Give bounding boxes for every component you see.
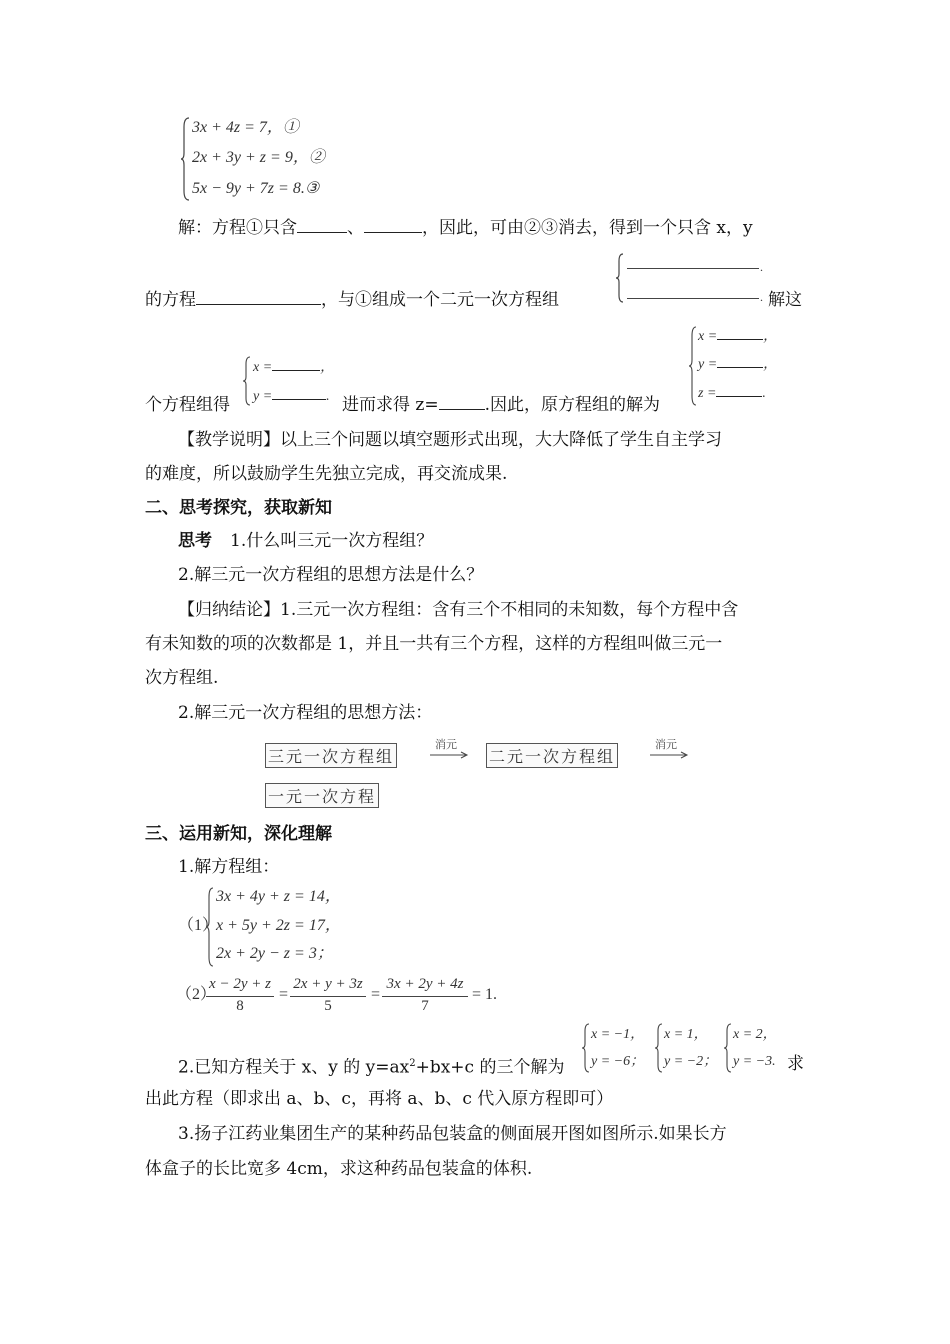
q1-1-eq3: 2x + 2y − z = 3；: [216, 945, 333, 962]
fraction-bar: [290, 996, 366, 997]
right-arrow-icon: [430, 751, 470, 759]
method-title: 2.解三元一次方程组的思想方法：: [178, 703, 433, 723]
left-brace: [688, 326, 698, 406]
blank[interactable]: [439, 409, 485, 410]
blank[interactable]: [716, 396, 762, 397]
blank[interactable]: [717, 339, 763, 340]
q2-sol1-y: y = −6；: [591, 1054, 645, 1069]
fraction-denominator: 7: [421, 998, 429, 1014]
fraction-numerator: 2x + y + 3z: [293, 976, 363, 992]
blank[interactable]: [196, 304, 321, 305]
blank[interactable]: [717, 367, 763, 368]
q2-sol2-y: y = −2；: [664, 1054, 718, 1069]
blank[interactable]: [627, 298, 759, 299]
left-brace: [655, 1023, 664, 1073]
punctuation: .: [760, 290, 763, 304]
fraction-bar: [382, 996, 468, 997]
flow-box-ternary: 三元一次方程组: [265, 743, 397, 768]
left-brace: [243, 356, 252, 406]
q2-line2: 出此方程（即求出 a、b、c，再将 a、b、c 代入原方程即可）: [145, 1089, 614, 1109]
equals-sign: =: [279, 986, 289, 1003]
solution-y: y = .: [253, 389, 330, 404]
fraction-numerator: x − 2y + z: [209, 976, 271, 992]
left-brace: [205, 887, 215, 967]
solution-line2: 的方程 ，与①组成一个二元一次方程组: [145, 290, 559, 310]
conclusion-line1: 【归纳结论】1.三元一次方程组：含有三个不相同的未知数，每个方程中含: [178, 600, 739, 620]
flow-arrow-label: 消元: [435, 738, 457, 751]
think-q2: 2.解三元一次方程组的思想方法是什么？: [178, 565, 484, 585]
q2-line1: 2.已知方程关于 x、y 的 $y=ax^2+bx+c$ 的三个解为: [178, 1057, 565, 1078]
solution-x: x = ，: [253, 360, 335, 375]
q1-1-eq1: 3x + 4y + z = 14，: [216, 888, 341, 905]
q2-sol3-y: y = −3.: [733, 1054, 776, 1069]
q1-1-label: （1）: [178, 917, 219, 934]
left-brace: [615, 253, 625, 303]
solution-line1: 解：方程①只含 、 ，因此，可由②③消去，得到一个只含 x，y: [178, 218, 753, 238]
section2-heading: 二、思考探究，获取新知: [145, 498, 332, 518]
q1-1-eq2: x + 5y + 2z = 17，: [216, 917, 341, 934]
blank[interactable]: [364, 232, 422, 233]
flow-arrow-label: 消元: [655, 738, 677, 751]
fraction-bar: [206, 996, 274, 997]
fraction-denominator: 5: [324, 998, 332, 1014]
system1-eq3: 5x − 9y + 7z = 8.③: [192, 180, 320, 197]
q3-line1: 3.扬子江药业集团生产的某种药品包装盒的侧面展开图如图所示.如果长方: [178, 1124, 727, 1144]
blank[interactable]: [297, 232, 347, 233]
fraction-numerator: 3x + 2y + 4z: [386, 976, 464, 992]
conclusion-line3: 次方程组.: [145, 668, 219, 688]
solution-z: z = .: [698, 386, 766, 401]
conclusion-line2: 有未知数的项的次数都是 1，并且一共有三个方程，这样的方程组叫做三元一: [145, 634, 723, 654]
q2-sol1-x: x = −1，: [591, 1027, 645, 1042]
left-brace: [582, 1023, 591, 1073]
punctuation: .: [760, 260, 763, 274]
blank[interactable]: [272, 370, 320, 371]
flow-box-single: 一元一次方程: [265, 783, 379, 808]
system1-eq2: 2x + 3y + z = 9，②: [192, 149, 325, 166]
q1-2-end: = 1.: [472, 986, 498, 1003]
system1-eq1: 3x + 4z = 7，①: [192, 119, 299, 136]
q2-sol3-x: x = 2，: [733, 1027, 777, 1042]
q2-line1-end: 求: [787, 1054, 804, 1074]
solution-line2-end: 解这: [768, 290, 802, 310]
solution-line3-a: 个方程组得: [145, 395, 230, 415]
left-brace: [181, 117, 191, 201]
solution-line3-b: 进而求得 z= .因此，原方程组的解为: [342, 395, 661, 415]
think-q1: 思考 1.什么叫三元一次方程组？: [178, 531, 434, 551]
teach-note-line2: 的难度，所以鼓励学生先独立完成，再交流成果.: [145, 464, 508, 484]
q2-sol2-x: x = 1，: [664, 1027, 708, 1042]
teach-note-line1: 【教学说明】以上三个问题以填空题形式出现，大大降低了学生自主学习: [178, 430, 722, 450]
section3-heading: 三、运用新知，深化理解: [145, 824, 332, 844]
solution-y: y = ，: [698, 357, 778, 372]
solution-x: x = ，: [698, 329, 778, 344]
right-arrow-icon: [650, 751, 690, 759]
q1-title: 1.解方程组：: [178, 857, 280, 877]
q3-line2: 体盒子的长比宽多 4cm，求这种药品包装盒的体积.: [145, 1159, 533, 1179]
fraction-denominator: 8: [236, 998, 244, 1014]
blank[interactable]: [272, 399, 326, 400]
q1-2-label: （2）: [176, 986, 217, 1003]
left-brace: [724, 1023, 733, 1073]
blank[interactable]: [627, 268, 759, 269]
flow-box-binary: 二元一次方程组: [486, 743, 618, 768]
equals-sign: =: [371, 986, 381, 1003]
